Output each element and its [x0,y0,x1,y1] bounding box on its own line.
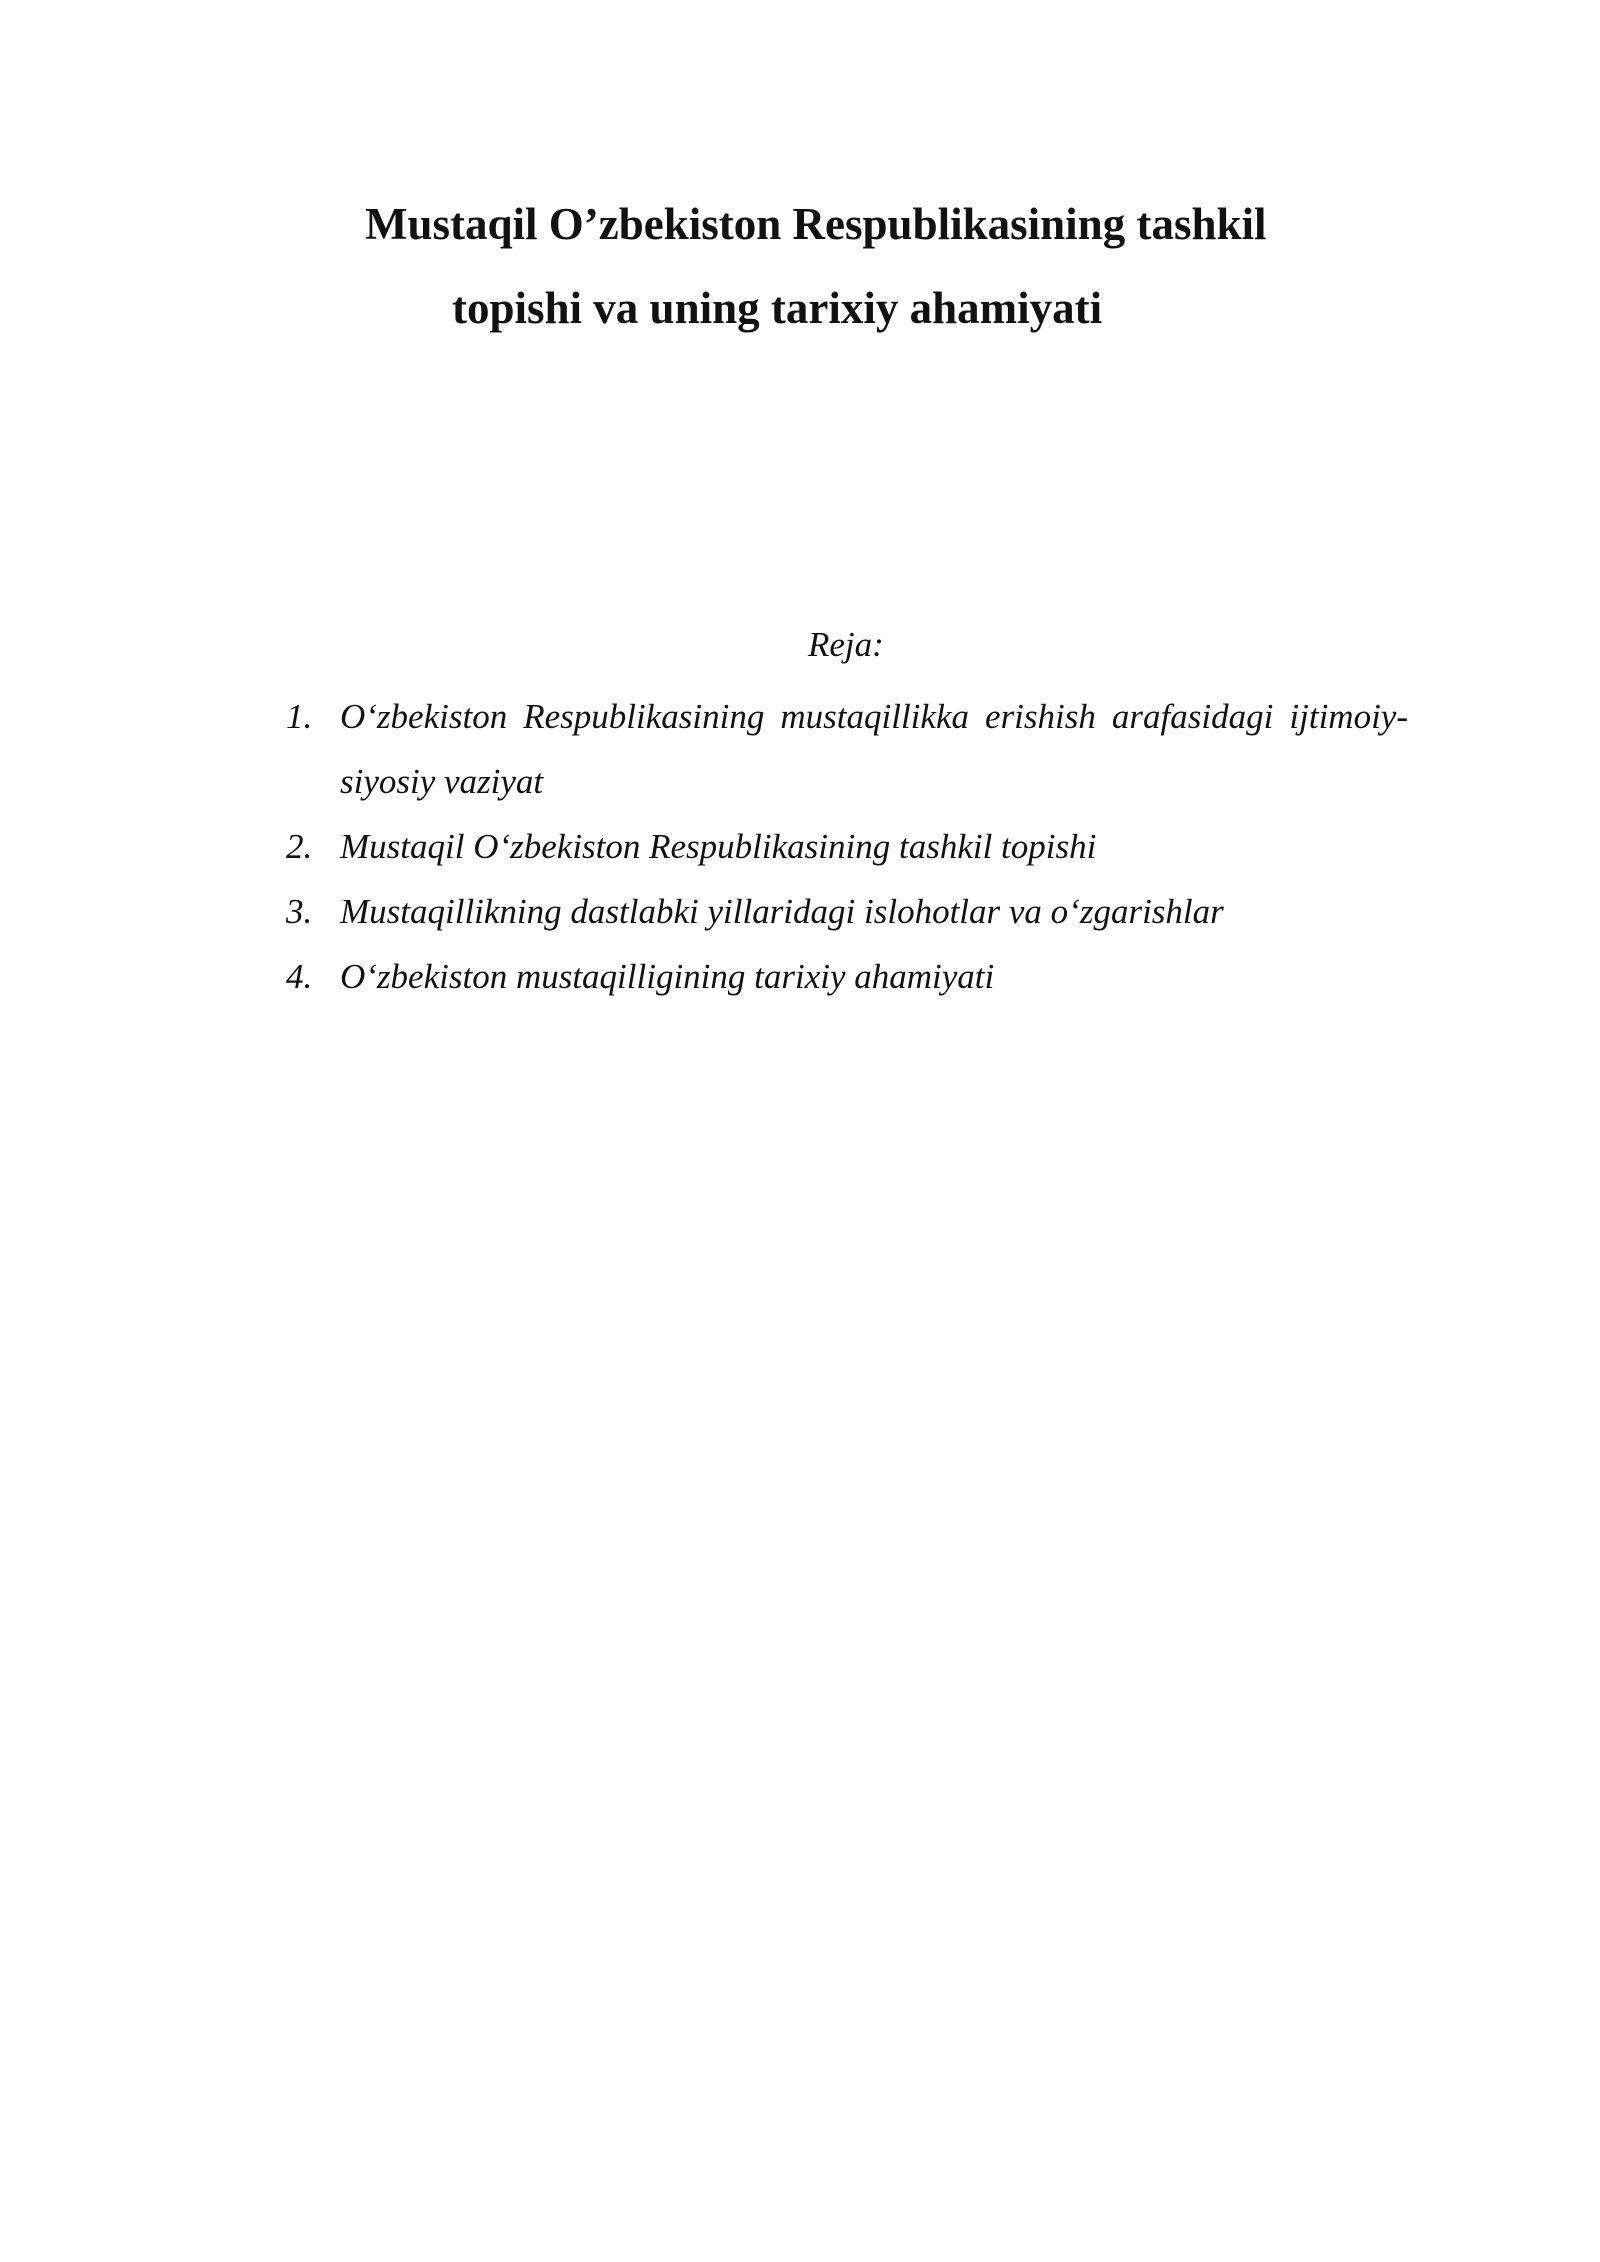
plan-item-number: 4. [286,957,313,996]
plan-item-text: O‘zbekiston Respublikasining mustaqillikka erishish arafasidagi ijtimoiy-siyosiy vaziyat [340,697,1408,801]
plan-list [286,684,1408,1009]
plan-item-text: Mustaqillikning dastlabki yillaridagi islohotlar va o‘zgarishlar [340,892,1224,931]
plan-item-number: 1. [286,697,313,736]
plan-item-3 [286,879,1408,944]
plan-item-number: 3. [286,892,313,931]
plan-heading: Reja: [808,625,884,664]
plan-item-number: 2. [286,827,313,866]
page-title-line-2: topishi va uning tarixiy ahamiyati [452,283,1103,333]
plan-item-text: Mustaqil O‘zbekiston Respublikasining tashkil topishi [340,827,1097,866]
plan-item-1 [286,684,1408,814]
plan-item-4 [286,944,1408,1009]
plan-item-text: O‘zbekiston mustaqilligining tarixiy ahamiyati [340,957,995,996]
plan-item-2 [286,814,1408,879]
page-title-line-1: Mustaqil O’zbekiston Respublikasining tashkil [365,199,1267,249]
